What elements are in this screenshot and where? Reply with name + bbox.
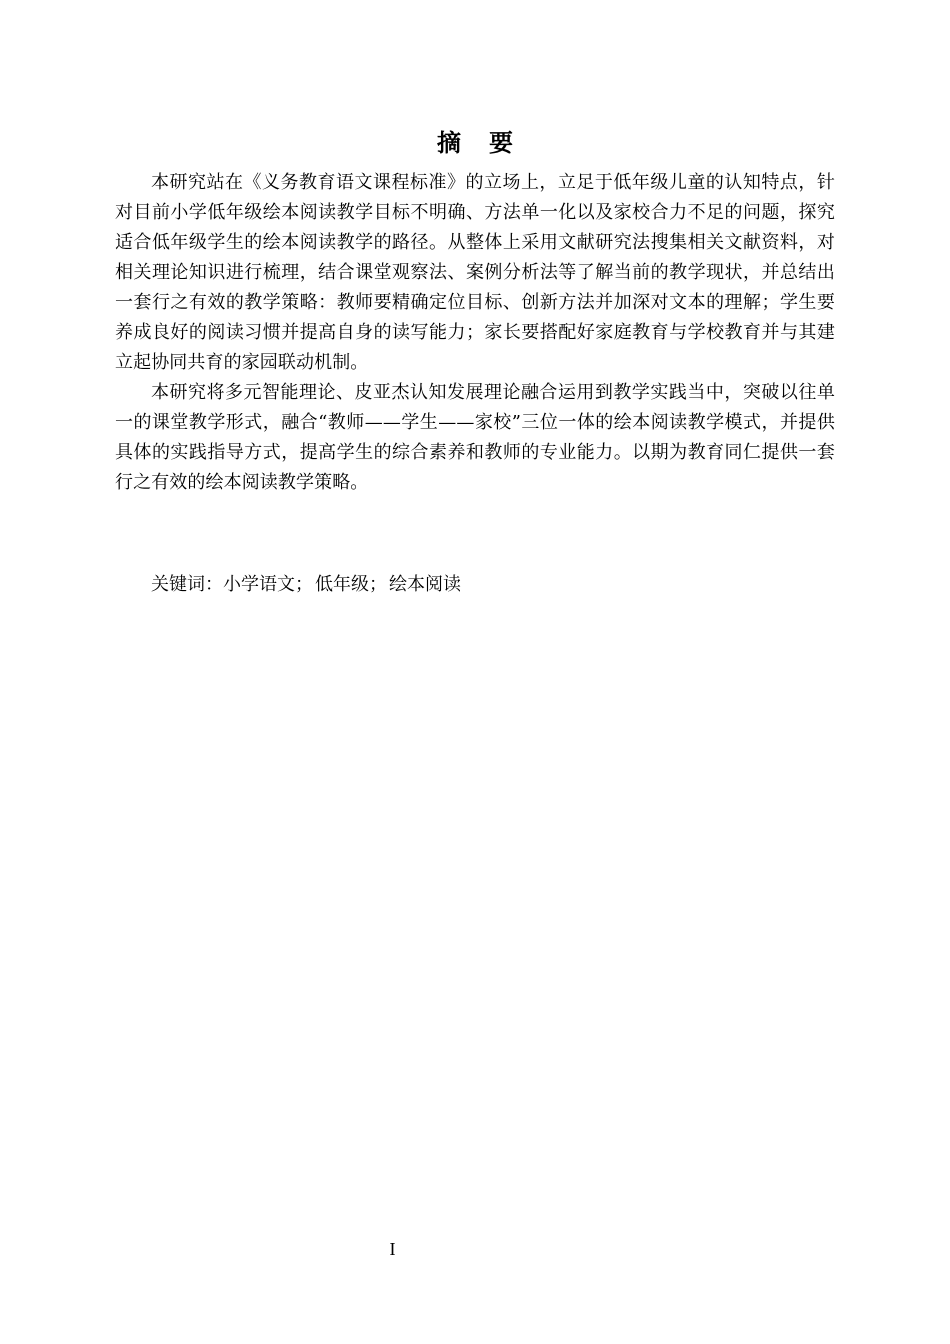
keyword-separator: ； (295, 574, 313, 595)
keyword: 低年级 (315, 574, 369, 595)
abstract-paragraph-2: 本研究将多元智能理论、皮亚杰认知发展理论融合运用到教学实践当中，突破以往单一的课堂教学形式，融合“教师——学生——家校”三位一体的绘本阅读教学模式，并提供具体的实践指导方式，提高学生的综合素养和教师的专业能力。以期为教育同仁提供一套行之有效的绘本阅读教学策略。 (115, 382, 835, 493)
keywords-label: 关键词： (151, 574, 223, 595)
abstract-title: 摘要 (437, 129, 541, 157)
keyword: 绘本阅读 (389, 574, 461, 595)
abstract-paragraph-1: 本研究站在《义务教育语文课程标准》的立场上，立足于低年级儿童的认知特点，针对目前小学低年级绘本阅读教学目标不明确、方法单一化以及家校合力不足的问题，探究适合低年级学生的绘本阅读教学的路径。从整体上采用文献研究法搜集相关文献资料，对相关理论知识进行梳理，结合课堂观察法、案例分析法等了解当前的教学现状，并总结出一套行之有效的教学策略：教师要精确定位目标、创新方法并加深对文本的理解；学生要养成良好的阅读习惯并提高自身的读写能力；家长要搭配好家庭教育与学校教育并与其建立起协同共育的家园联动机制。 (115, 172, 835, 373)
keywords-line (151, 570, 461, 600)
page-number: I (389, 1239, 396, 1259)
keyword: 小学语文 (223, 574, 295, 595)
keyword-separator: ； (369, 574, 387, 595)
abstract-body (115, 168, 835, 498)
